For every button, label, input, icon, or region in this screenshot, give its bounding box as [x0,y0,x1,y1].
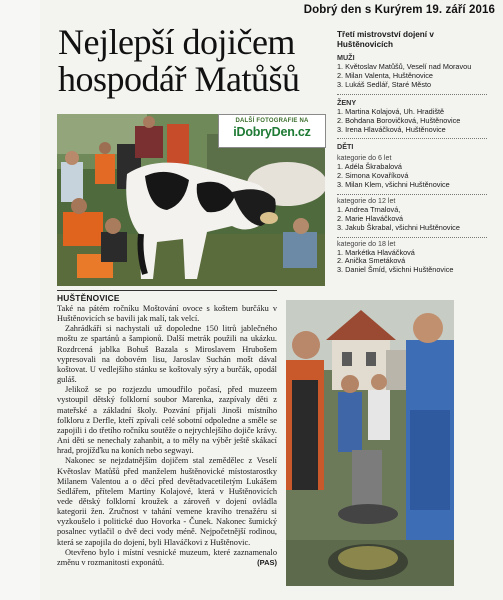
category-label: kategorie do 18 let [337,239,396,248]
divider [337,237,487,238]
results-sidebar [337,30,487,275]
promo-label: DALŠÍ FOTOGRAFIE NA [235,118,309,124]
result-item: 3. Daniel Šmíd, všichni Huštěnovice [337,265,454,275]
masthead: Dobrý den s Kurýrem 19. září 2016 [303,4,495,16]
category-label: kategorie do 12 let [337,196,396,205]
result-item: 1. Markétka Hlaváčková [337,247,415,257]
paragraph: Jelikož se po rozjezdu umoudřilo počasí, před muzeem vystoupil dětský folklorní soubor Marenka, zazpívaly děti z mateřské a základní školy. Pozvání přijali Jinoši místního folkloru z Derfle, kteří zpívali celé sobotní odpoledne a směle se zapojili i do třetího ročníku soutěže o nejrychlejšího dojiče krávy. Ani děti se nenechaly zahanbit, a to měly na výběr ještě skákací hrad, projížďku na koních nebo segwayi. [57,385,277,456]
result-item: 3. Lukáš Sedlář, Staré Město [337,79,432,89]
result-item: 1. Martina Kolajová, Uh. Hradiště [337,106,445,116]
result-item: 2. Simona Kovaříková [337,171,409,181]
headline: Nejlepší dojičem hospodář Matůšů [58,22,300,99]
section-label: HUŠTĚNOVICE [57,293,120,303]
result-item: 2. Anička Smetáková [337,256,406,266]
page-edge [0,0,41,600]
group-heading-women: ŽENY [337,97,357,107]
promo-box[interactable] [218,114,326,148]
promo-link[interactable]: iDobryDen.cz [233,125,311,139]
result-item: 3. Milan Klem, všichni Huštěnovice [337,180,450,190]
result-item: 1. Adéla Škrabalová [337,162,402,172]
paragraph: Zahrádkáři si nachystali už dopoledne 150 litrů jablečného moštu ze spartánů a šampionů. Další metrák použili na ukázku. Rozdrcená jablka Bohuš Bazala s Miroslavem Hrubošem vypresovali na dobovém lisu, Jaroslav Suchán mošt dával koštovat. U vedlejšího stánku se koštovaly sýry a burčák, opodál guláš. [57,324,277,385]
result-item: 2. Bohdana Borovičková, Huštěnovice [337,115,461,125]
article-body [57,304,277,568]
cider-press-photo [286,300,454,586]
paragraph: Také na pátém ročníku Moštování ovoce s koštem burčáku v Huštěnovicích se bavili jak malí, tak velcí. [57,304,277,324]
group-heading-men: MUŽI [337,53,355,63]
article-rule [57,290,277,291]
category-label: kategorie do 6 let [337,154,392,163]
divider [337,194,487,195]
results-title: Třetí mistrovství dojení v Huštěnovicích [337,30,434,49]
result-item: 3. Jakub Škrabal, všichni Huštěnovice [337,222,460,232]
result-item: 2. Marie Hlaváčková [337,213,404,223]
result-item: 2. Milan Valenta, Huštěnovice [337,71,433,80]
group-heading-children: DĚTI [337,142,354,152]
divider [337,94,487,95]
result-item: 3. Irena Hlaváčková, Huštěnovice [337,124,446,134]
result-item: 1. Květoslav Matůšů, Veselí nad Moravou [337,62,472,72]
article [57,293,277,567]
paragraph: Otevřeno bylo i místní vesnické muzeum, které zaznamenalo změnu v rozmanitosti exponátů. [57,547,277,567]
divider [337,138,487,139]
byline: (PAS) [257,558,277,568]
result-item: 1. Andrea Trnalová, [337,204,401,214]
paragraph: Nakonec se nejzdatnějším dojičem stal zemědělec z Veselí Květoslav Matůšů před manželem huštěnovické místostarostky Milanem Valentou a o děcí před devětadvacetiletým Lukášem Sedlářem, přítelem Martiny Kolajové, která v Huštěnovicích vede dětský folklorní kroužek a zároveň v dojení ovládla kategorii žen. Zručnost v tahání vemene kravího trenažéru si vyzkoušelo i politické duo Hovorka - Čunek. Nakonec šumický posalnec vytlačil o dvě deci vody méně. Nejpočetnější rodinou, která se zapojila do dojení, byli Hlaváčkovi z Huštěnovic. [57,456,277,547]
